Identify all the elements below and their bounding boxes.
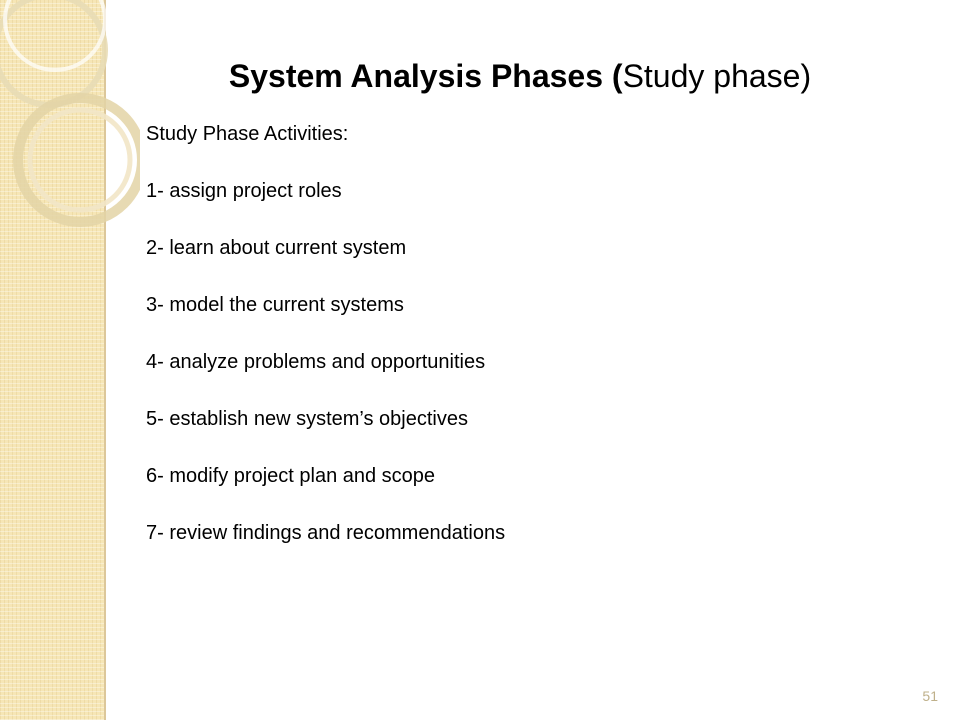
activity-item: 2- learn about current system	[146, 237, 407, 259]
page-number: 51	[922, 688, 938, 704]
activity-item: 4- analyze problems and opportunities	[146, 351, 486, 373]
lower-ring-inner	[30, 110, 130, 210]
lower-ring-outer	[18, 98, 140, 222]
slide-title-normal: Study phase)	[622, 58, 812, 94]
activities-heading: Study Phase Activities:	[146, 123, 349, 145]
activity-item: 5- establish new system’s objectives	[146, 408, 468, 430]
activity-item: 6- modify project plan and scope	[146, 465, 436, 487]
slide-title	[0, 54, 960, 98]
activity-item: 3- model the current systems	[146, 294, 404, 316]
activity-item: 1- assign project roles	[146, 180, 342, 202]
activity-item: 7- review findings and recommendations	[146, 522, 506, 544]
slide-title-bold: System Analysis Phases (	[228, 58, 623, 94]
slide-body	[146, 120, 906, 576]
decorative-rings	[0, 0, 140, 260]
